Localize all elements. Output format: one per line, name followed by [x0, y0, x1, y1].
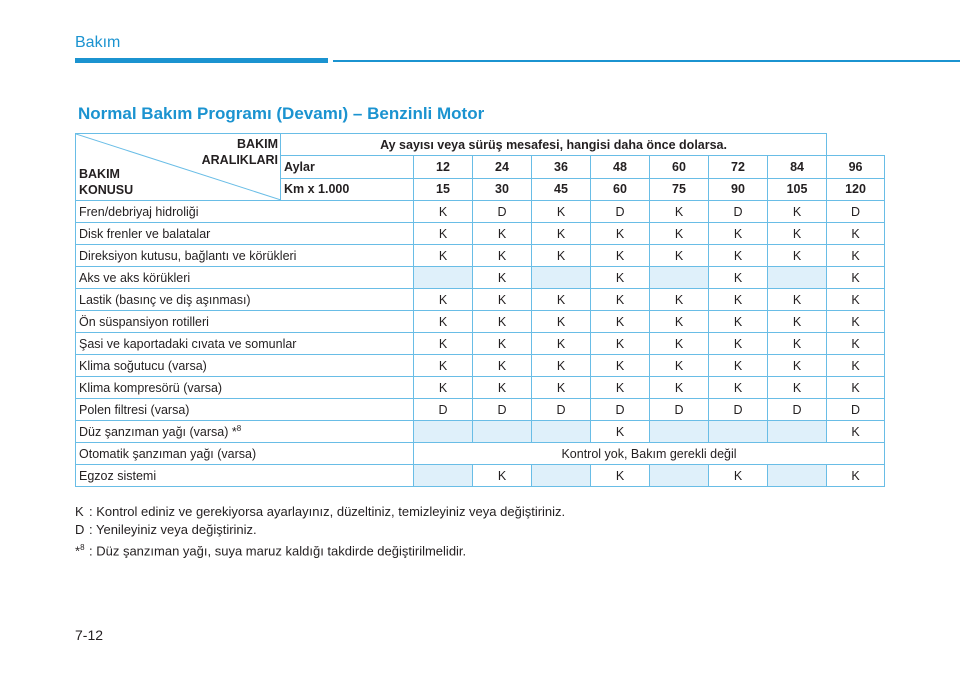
- table-row: [76, 399, 885, 421]
- schedule-cell: [532, 267, 591, 289]
- schedule-cell: K: [414, 289, 473, 311]
- schedule-cell: K: [827, 421, 885, 443]
- maintenance-item: Klima soğutucu (varsa): [76, 355, 414, 377]
- month-header: 72: [709, 156, 768, 178]
- schedule-cell: D: [650, 399, 709, 421]
- month-header: 60: [650, 156, 709, 178]
- schedule-cell: D: [473, 201, 532, 223]
- schedule-cell: K: [591, 267, 650, 289]
- schedule-cell: [768, 465, 827, 487]
- schedule-cell: D: [591, 201, 650, 223]
- schedule-cell: K: [650, 223, 709, 245]
- interval-span-header: Ay sayısı veya sürüş mesafesi, hangisi daha önce dolarsa.: [281, 134, 827, 156]
- schedule-cell: K: [827, 377, 885, 399]
- maintenance-item: Şasi ve kaportadaki cıvata ve somunlar: [76, 333, 414, 355]
- schedule-cell: K: [414, 223, 473, 245]
- schedule-cell: K: [709, 311, 768, 333]
- schedule-cell: [473, 421, 532, 443]
- schedule-cell: K: [532, 311, 591, 333]
- schedule-cell: D: [709, 399, 768, 421]
- maintenance-item: Ön süspansiyon rotilleri: [76, 311, 414, 333]
- legend-key: *$^8$: [75, 543, 85, 559]
- km-header: 60: [591, 178, 650, 200]
- schedule-cell: K: [650, 201, 709, 223]
- km-label: Km x 1.000: [281, 178, 414, 200]
- legend-item: [75, 521, 565, 539]
- table-row: [76, 311, 885, 333]
- schedule-cell: D: [414, 399, 473, 421]
- schedule-cell: [532, 465, 591, 487]
- schedule-cell: D: [827, 201, 885, 223]
- schedule-cell: K: [591, 421, 650, 443]
- schedule-cell: [414, 421, 473, 443]
- km-header: 90: [709, 178, 768, 200]
- km-header: 120: [827, 178, 885, 200]
- table-row: [76, 355, 885, 377]
- schedule-cell: K: [827, 267, 885, 289]
- legend-key: D: [75, 522, 85, 537]
- schedule-cell: D: [473, 399, 532, 421]
- schedule-cell: K: [532, 201, 591, 223]
- schedule-cell: K: [591, 245, 650, 267]
- km-header: 15: [414, 178, 473, 200]
- schedule-cell: [532, 421, 591, 443]
- maintenance-item: Egzoz sistemi: [76, 465, 414, 487]
- month-header: 84: [768, 156, 827, 178]
- maintenance-item: Polen filtresi (varsa): [76, 399, 414, 421]
- schedule-cell: K: [709, 465, 768, 487]
- table-corner-header: [76, 134, 281, 201]
- merged-note: Kontrol yok, Bakım gerekli değil: [414, 443, 885, 465]
- schedule-cell: K: [650, 289, 709, 311]
- page-number: 7-12: [75, 627, 104, 643]
- legend-item: [75, 503, 565, 521]
- schedule-cell: K: [532, 333, 591, 355]
- legend-item: [75, 539, 565, 560]
- schedule-cell: K: [827, 289, 885, 311]
- schedule-cell: K: [768, 245, 827, 267]
- schedule-cell: K: [591, 355, 650, 377]
- km-header: 45: [532, 178, 591, 200]
- table-row: [76, 421, 885, 443]
- schedule-cell: K: [709, 267, 768, 289]
- month-header: 96: [827, 156, 885, 178]
- schedule-cell: K: [591, 289, 650, 311]
- month-header: 24: [473, 156, 532, 178]
- schedule-cell: K: [650, 355, 709, 377]
- corner-subject-label: BAKIM KONUSU: [79, 167, 134, 197]
- legend: [75, 503, 565, 560]
- schedule-cell: K: [650, 377, 709, 399]
- schedule-cell: K: [473, 377, 532, 399]
- month-header: 12: [414, 156, 473, 178]
- schedule-cell: K: [768, 355, 827, 377]
- maintenance-item: Lastik (basınç ve diş aşınması): [76, 289, 414, 311]
- table-row: [76, 201, 885, 223]
- schedule-cell: K: [473, 245, 532, 267]
- schedule-cell: [650, 465, 709, 487]
- schedule-cell: K: [827, 311, 885, 333]
- km-header: 75: [650, 178, 709, 200]
- schedule-cell: K: [473, 465, 532, 487]
- schedule-cell: K: [650, 311, 709, 333]
- months-label: Aylar: [281, 156, 414, 178]
- schedule-cell: K: [473, 355, 532, 377]
- schedule-cell: K: [768, 333, 827, 355]
- table-row: [76, 333, 885, 355]
- schedule-cell: [650, 267, 709, 289]
- schedule-cell: K: [414, 377, 473, 399]
- schedule-cell: [414, 465, 473, 487]
- schedule-cell: K: [532, 289, 591, 311]
- schedule-cell: K: [768, 311, 827, 333]
- header-rule-thin: [333, 60, 960, 62]
- schedule-cell: D: [768, 399, 827, 421]
- schedule-cell: K: [591, 465, 650, 487]
- legend-text: : Kontrol ediniz ve gerekiyorsa ayarlayınız, düzeltiniz, temizleyiniz veya değiştiriniz.: [89, 504, 566, 519]
- schedule-cell: [768, 267, 827, 289]
- schedule-cell: K: [473, 289, 532, 311]
- km-header: 30: [473, 178, 532, 200]
- schedule-cell: K: [532, 355, 591, 377]
- page-title: Normal Bakım Programı (Devamı) – Benzinli Motor: [78, 104, 485, 123]
- header-rule-thick: [75, 58, 328, 63]
- schedule-cell: D: [827, 399, 885, 421]
- table-row: [76, 223, 885, 245]
- month-header: 48: [591, 156, 650, 178]
- legend-text: : Yenileyiniz veya değiştiriniz.: [89, 522, 257, 537]
- table-row: [76, 267, 885, 289]
- schedule-cell: K: [768, 201, 827, 223]
- schedule-cell: K: [827, 465, 885, 487]
- schedule-cell: D: [591, 399, 650, 421]
- schedule-cell: K: [709, 333, 768, 355]
- schedule-cell: K: [414, 333, 473, 355]
- schedule-cell: K: [414, 355, 473, 377]
- schedule-cell: K: [591, 377, 650, 399]
- schedule-cell: K: [591, 311, 650, 333]
- maintenance-item: Aks ve aks körükleri: [76, 267, 414, 289]
- schedule-cell: K: [473, 267, 532, 289]
- legend-text: : Düz şanzıman yağı, suya maruz kaldığı takdirde değiştirilmelidir.: [89, 543, 467, 559]
- schedule-cell: D: [709, 201, 768, 223]
- schedule-cell: K: [827, 355, 885, 377]
- schedule-cell: K: [532, 245, 591, 267]
- schedule-cell: K: [709, 355, 768, 377]
- schedule-cell: [709, 421, 768, 443]
- corner-interval-label: BAKIM ARALIKLARI: [201, 137, 278, 167]
- schedule-cell: K: [591, 333, 650, 355]
- table-row: [76, 289, 885, 311]
- schedule-cell: K: [473, 311, 532, 333]
- schedule-cell: K: [591, 223, 650, 245]
- table-row: [76, 377, 885, 399]
- month-header: 36: [532, 156, 591, 178]
- schedule-cell: K: [532, 223, 591, 245]
- schedule-cell: K: [827, 223, 885, 245]
- maintenance-item: Disk frenler ve balatalar: [76, 223, 414, 245]
- table-row: [76, 443, 885, 465]
- schedule-cell: K: [709, 289, 768, 311]
- schedule-cell: K: [414, 201, 473, 223]
- legend-key: K: [75, 504, 84, 519]
- maintenance-table: [75, 133, 885, 487]
- schedule-cell: K: [650, 333, 709, 355]
- section-title: Bakım: [75, 34, 121, 51]
- schedule-cell: K: [768, 289, 827, 311]
- schedule-cell: K: [532, 377, 591, 399]
- schedule-cell: K: [827, 245, 885, 267]
- schedule-cell: D: [532, 399, 591, 421]
- schedule-cell: [414, 267, 473, 289]
- maintenance-item: Fren/debriyaj hidroliği: [76, 201, 414, 223]
- schedule-cell: K: [768, 377, 827, 399]
- maintenance-item: Otomatik şanzıman yağı (varsa): [76, 443, 414, 465]
- schedule-cell: K: [414, 311, 473, 333]
- schedule-cell: K: [473, 223, 532, 245]
- maintenance-item: Klima kompresörü (varsa): [76, 377, 414, 399]
- schedule-cell: K: [709, 245, 768, 267]
- schedule-cell: K: [709, 377, 768, 399]
- schedule-cell: K: [768, 223, 827, 245]
- km-header: 105: [768, 178, 827, 200]
- schedule-cell: K: [827, 333, 885, 355]
- maintenance-item: Düz şanzıman yağı (varsa) *$^8$: [76, 421, 414, 443]
- maintenance-item: Direksiyon kutusu, bağlantı ve körükleri: [76, 245, 414, 267]
- schedule-cell: [768, 421, 827, 443]
- schedule-cell: K: [473, 333, 532, 355]
- schedule-cell: [650, 421, 709, 443]
- schedule-cell: K: [709, 223, 768, 245]
- schedule-cell: K: [650, 245, 709, 267]
- table-row: [76, 465, 885, 487]
- table-row: [76, 245, 885, 267]
- schedule-cell: K: [414, 245, 473, 267]
